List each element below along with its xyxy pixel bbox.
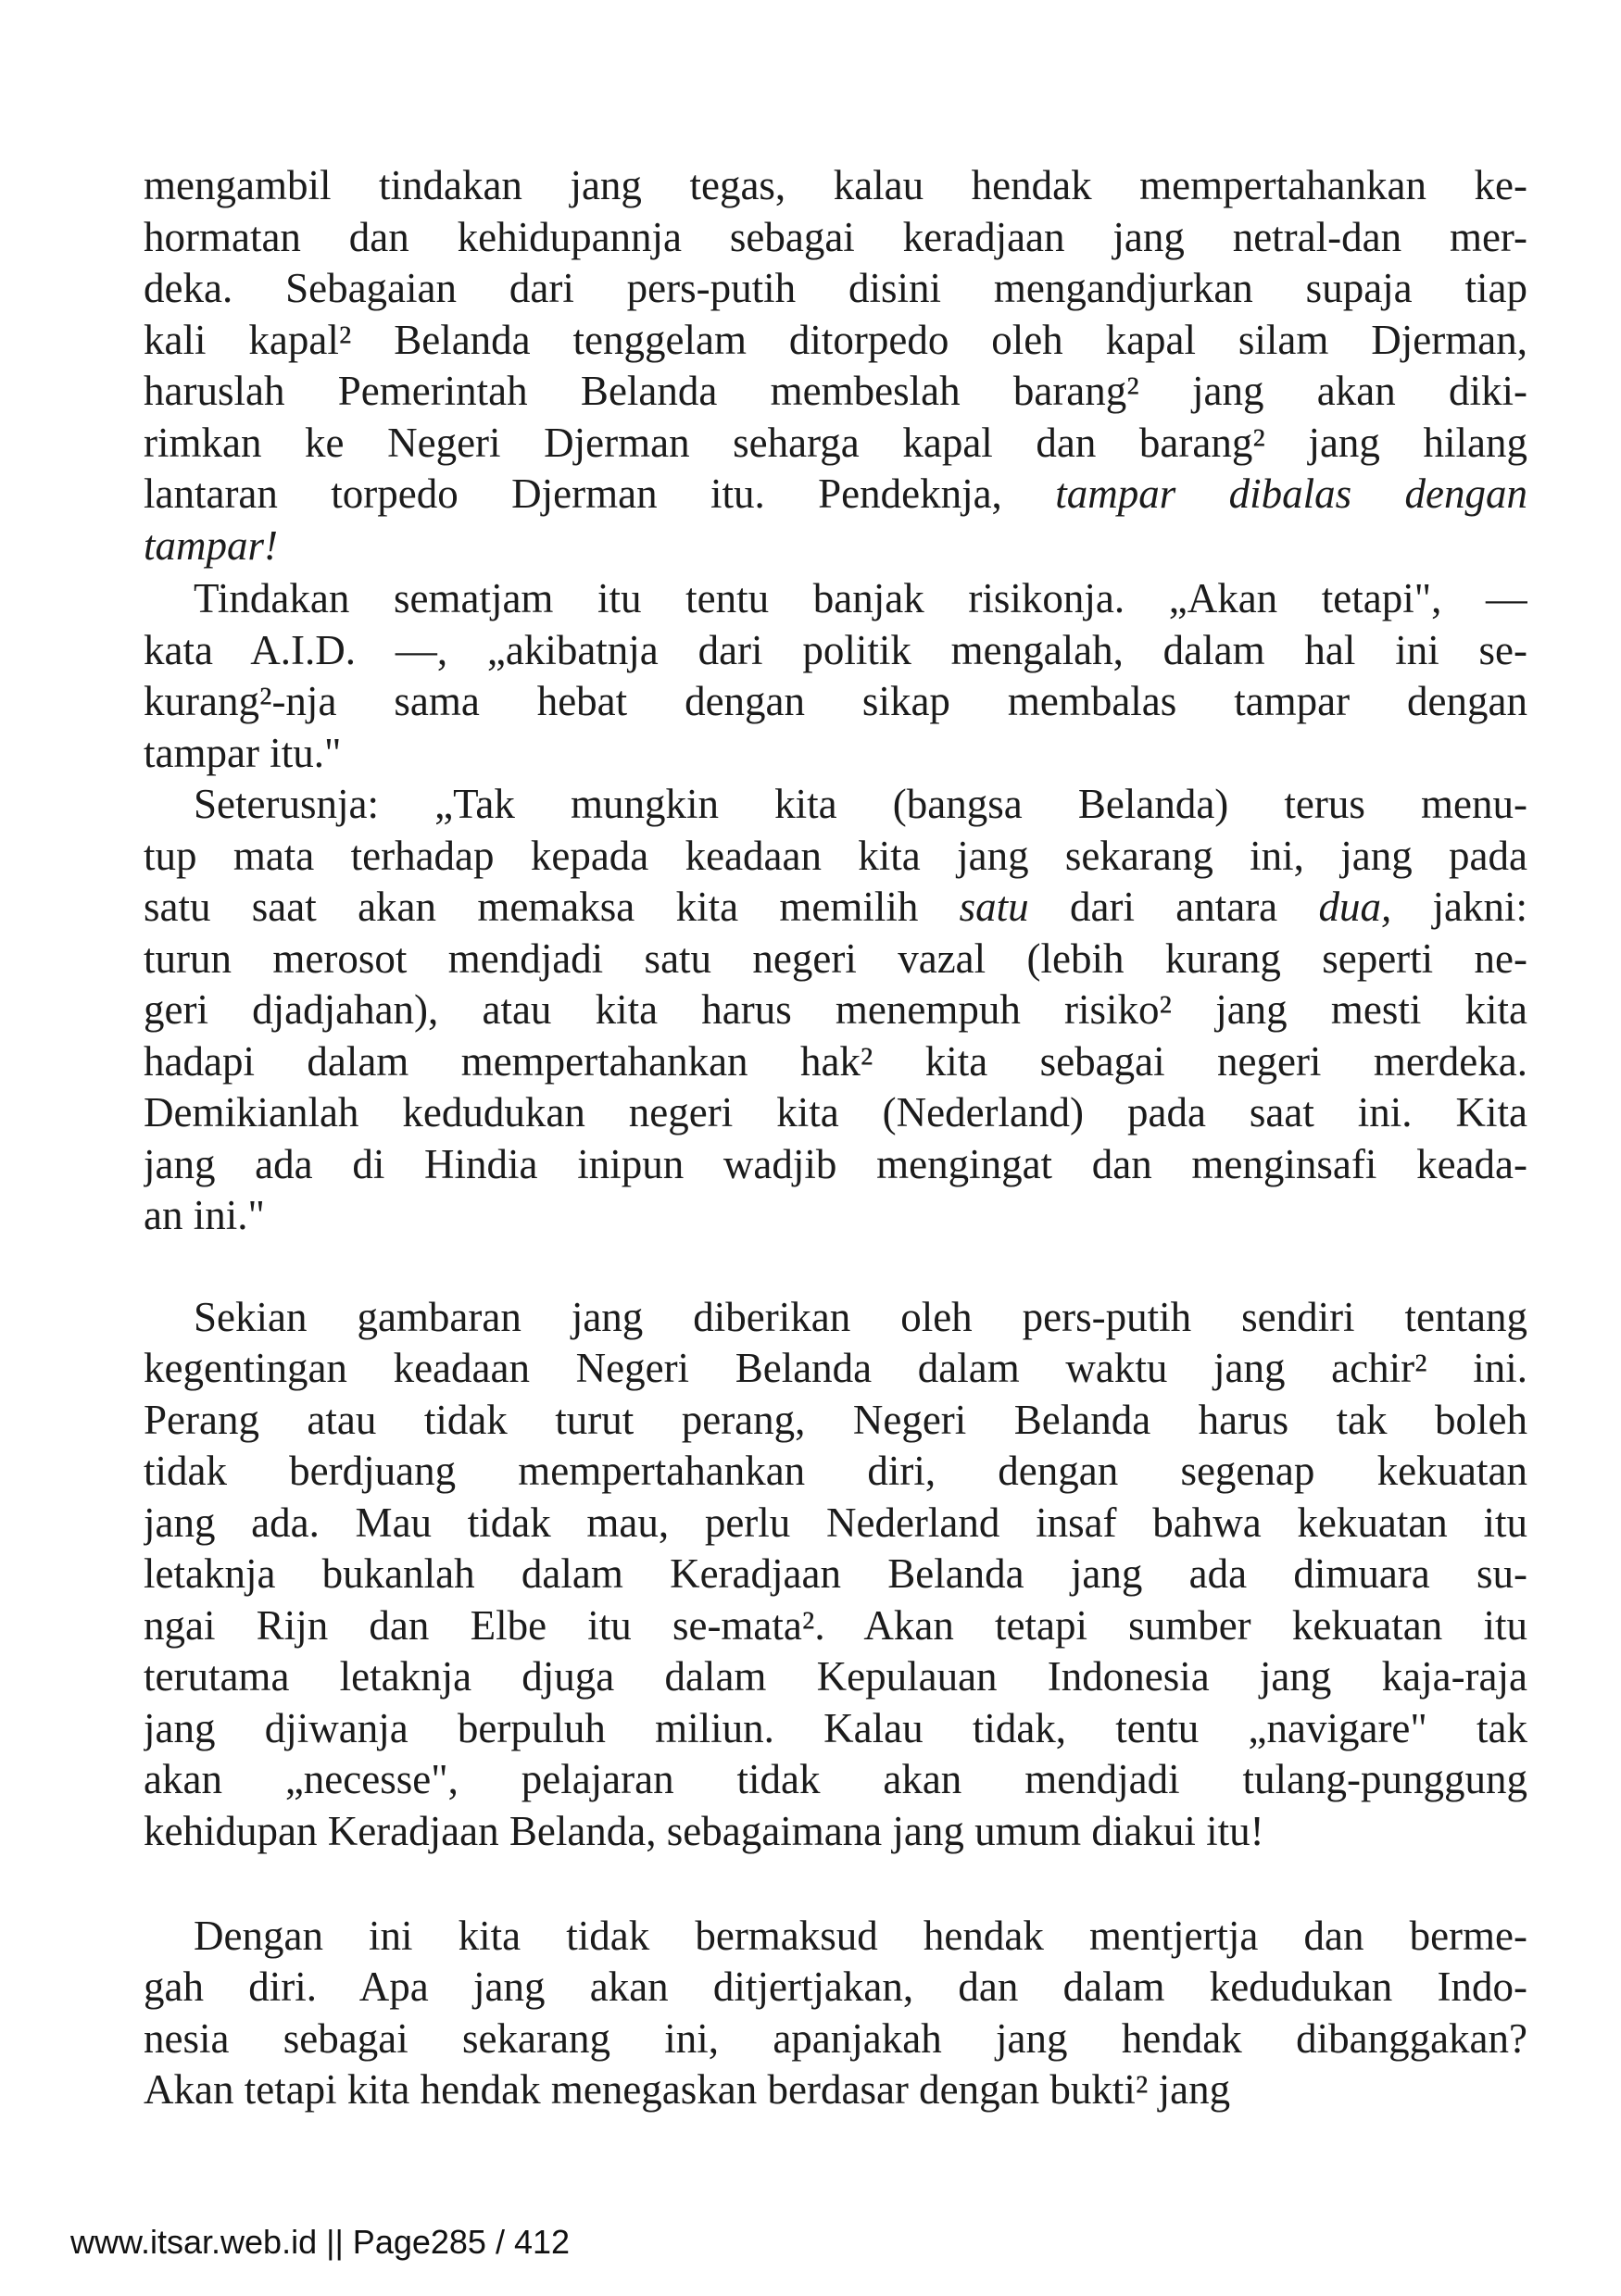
paragraph bbox=[144, 573, 1527, 779]
text-line bbox=[144, 1498, 1527, 1549]
text-line bbox=[144, 366, 1527, 418]
text-segment: terutama letaknja djuga dalam Kepulauan Indonesia jang kaja-raja bbox=[144, 1653, 1527, 1700]
text-line bbox=[144, 1651, 1527, 1703]
text-line bbox=[144, 882, 1527, 934]
text-line bbox=[144, 1806, 1527, 1858]
text-segment: letaknja bukanlah dalam Keradjaan Belanda jang ada dimuara su- bbox=[144, 1550, 1527, 1597]
italic-text: tampar! bbox=[144, 521, 278, 569]
italic-text: dua, bbox=[1318, 884, 1392, 930]
text-segment: deka. Sebagaian dari pers-putih disini mengandjurkan supaja tiap bbox=[144, 265, 1527, 311]
paragraph bbox=[144, 779, 1527, 1242]
text-line bbox=[144, 934, 1527, 985]
text-segment: Sekian gambaran jang diberikan oleh pers-putih sendiri tentang bbox=[194, 1293, 1527, 1340]
italic-text: satu bbox=[959, 884, 1029, 930]
text-segment: tampar itu." bbox=[144, 729, 342, 776]
text-line bbox=[144, 1703, 1527, 1755]
text-segment: jang djiwanja berpuluh miliun. Kalau tidak, tentu „navigare" tak bbox=[144, 1704, 1527, 1751]
text-line bbox=[144, 315, 1527, 367]
text-segment: Perang atau tidak turut perang, Negeri Belanda harus tak boleh bbox=[144, 1396, 1527, 1443]
text-segment: tup mata terhadap kepada keadaan kita jang sekarang ini, jang pada bbox=[144, 832, 1527, 879]
text-segment: rimkan ke Negeri Djerman seharga kapal dan barang² jang hilang bbox=[144, 419, 1527, 466]
text-line bbox=[144, 1549, 1527, 1600]
text-line bbox=[144, 1036, 1527, 1088]
text-segment: jang ada. Mau tidak mau, perlu Nederland insaf bahwa kekuatan itu bbox=[144, 1499, 1527, 1546]
text-line bbox=[144, 1190, 1527, 1242]
text-segment: jang ada di Hindia inipun wadjib mengingat dan menginsafi keada- bbox=[144, 1140, 1527, 1187]
text-segment: nesia sebagai sekarang ini, apanjakah jang hendak dibanggakan? bbox=[144, 2014, 1527, 2062]
text-line bbox=[144, 2064, 1527, 2116]
text-segment: mengambil tindakan jang tegas, kalau hendak mempertahankan ke- bbox=[144, 162, 1527, 208]
text-segment: Akan tetapi kita hendak menegaskan berdasar dengan bukti² jang bbox=[144, 2066, 1231, 2113]
text-line bbox=[144, 831, 1527, 883]
text-segment: kali kapal² Belanda tenggelam ditorpedo oleh kapal silam Djerman, bbox=[144, 316, 1527, 363]
text-segment: jakni: bbox=[1391, 884, 1527, 930]
text-line bbox=[144, 1911, 1527, 1963]
text-line bbox=[144, 160, 1527, 212]
text-segment: hadapi dalam mempertahankan hak² kita sebagai negeri merdeka. bbox=[144, 1037, 1527, 1085]
text-line bbox=[144, 728, 1527, 780]
text-segment: dari antara bbox=[1028, 884, 1319, 930]
text-segment: akan „necesse", pelajaran tidak akan mendjadi tulang-punggung bbox=[144, 1756, 1527, 1802]
paragraph bbox=[144, 1911, 1527, 2116]
text-segment: hormatan dan kehidupannja sebagai keradjaan jang netral-dan mer- bbox=[144, 213, 1527, 260]
text-line bbox=[144, 1139, 1527, 1191]
page-footer: www.itsar.web.id || Page285 / 412 bbox=[70, 2223, 571, 2261]
text-segment: gah diri. Apa jang akan ditjertjakan, dan dalam kedudukan Indo- bbox=[144, 1964, 1527, 2010]
text-segment: Seterusnja: „Tak mungkin kita (bangsa Belanda) terus menu- bbox=[194, 781, 1527, 827]
text-segment: haruslah Pemerintah Belanda membeslah barang² jang akan diki- bbox=[144, 368, 1527, 414]
text-segment: lantaran torpedo Djerman itu. Pendeknja, bbox=[144, 470, 1056, 517]
text-segment: an ini." bbox=[144, 1192, 265, 1238]
paragraph bbox=[144, 160, 1527, 571]
text-line bbox=[144, 1292, 1527, 1344]
text-segment: turun merosot mendjadi satu negeri vazal (lebih kurang seperti ne- bbox=[144, 935, 1527, 982]
text-line bbox=[144, 263, 1527, 315]
text-line bbox=[144, 1754, 1527, 1806]
text-segment: kata A.I.D. —, „akibatnja dari politik mengalah, dalam hal ini se- bbox=[144, 626, 1527, 673]
text-line bbox=[144, 521, 1527, 572]
text-segment: geri djadjahan), atau kita harus menempuh risiko² jang mesti kita bbox=[144, 986, 1527, 1033]
text-segment: kurang²-nja sama hebat dengan sikap membalas tampar dengan bbox=[144, 678, 1527, 724]
text-line bbox=[144, 1446, 1527, 1498]
text-line bbox=[144, 1395, 1527, 1447]
text-line bbox=[144, 1962, 1527, 2014]
text-line bbox=[144, 212, 1527, 264]
italic-text: tampar dibalas dengan bbox=[1055, 470, 1527, 517]
text-segment: kehidupan Keradjaan Belanda, sebagaimana jang umum diakui itu! bbox=[144, 1807, 1264, 1854]
text-line bbox=[144, 2014, 1527, 2065]
text-segment: Tindakan sematjam itu tentu banjak risikonja. „Akan tetapi", — bbox=[194, 575, 1527, 621]
text-segment: kegentingan keadaan Negeri Belanda dalam waktu jang achir² ini. bbox=[144, 1345, 1527, 1391]
text-segment: Demikianlah kedudukan negeri kita (Nederland) pada saat ini. Kita bbox=[144, 1089, 1527, 1135]
text-segment: Dengan ini kita tidak bermaksud hendak mentjertja dan berme- bbox=[194, 1912, 1527, 1959]
text-line bbox=[144, 985, 1527, 1036]
text-segment: tidak berdjuang mempertahankan diri, dengan segenap kekuatan bbox=[144, 1448, 1527, 1494]
text-line bbox=[144, 469, 1527, 521]
text-line bbox=[144, 779, 1527, 831]
text-line bbox=[144, 1343, 1527, 1395]
paragraph bbox=[144, 1292, 1527, 1858]
text-line bbox=[144, 676, 1527, 728]
text-line bbox=[144, 1600, 1527, 1652]
text-segment: satu saat akan memaksa kita memilih bbox=[144, 884, 960, 930]
text-segment: ngai Rijn dan Elbe itu se-mata². Akan tetapi sumber kekuatan itu bbox=[144, 1601, 1527, 1649]
text-line bbox=[144, 625, 1527, 677]
text-line bbox=[144, 1087, 1527, 1139]
document-body bbox=[144, 160, 1527, 2116]
text-line bbox=[144, 573, 1527, 625]
text-line bbox=[144, 418, 1527, 470]
